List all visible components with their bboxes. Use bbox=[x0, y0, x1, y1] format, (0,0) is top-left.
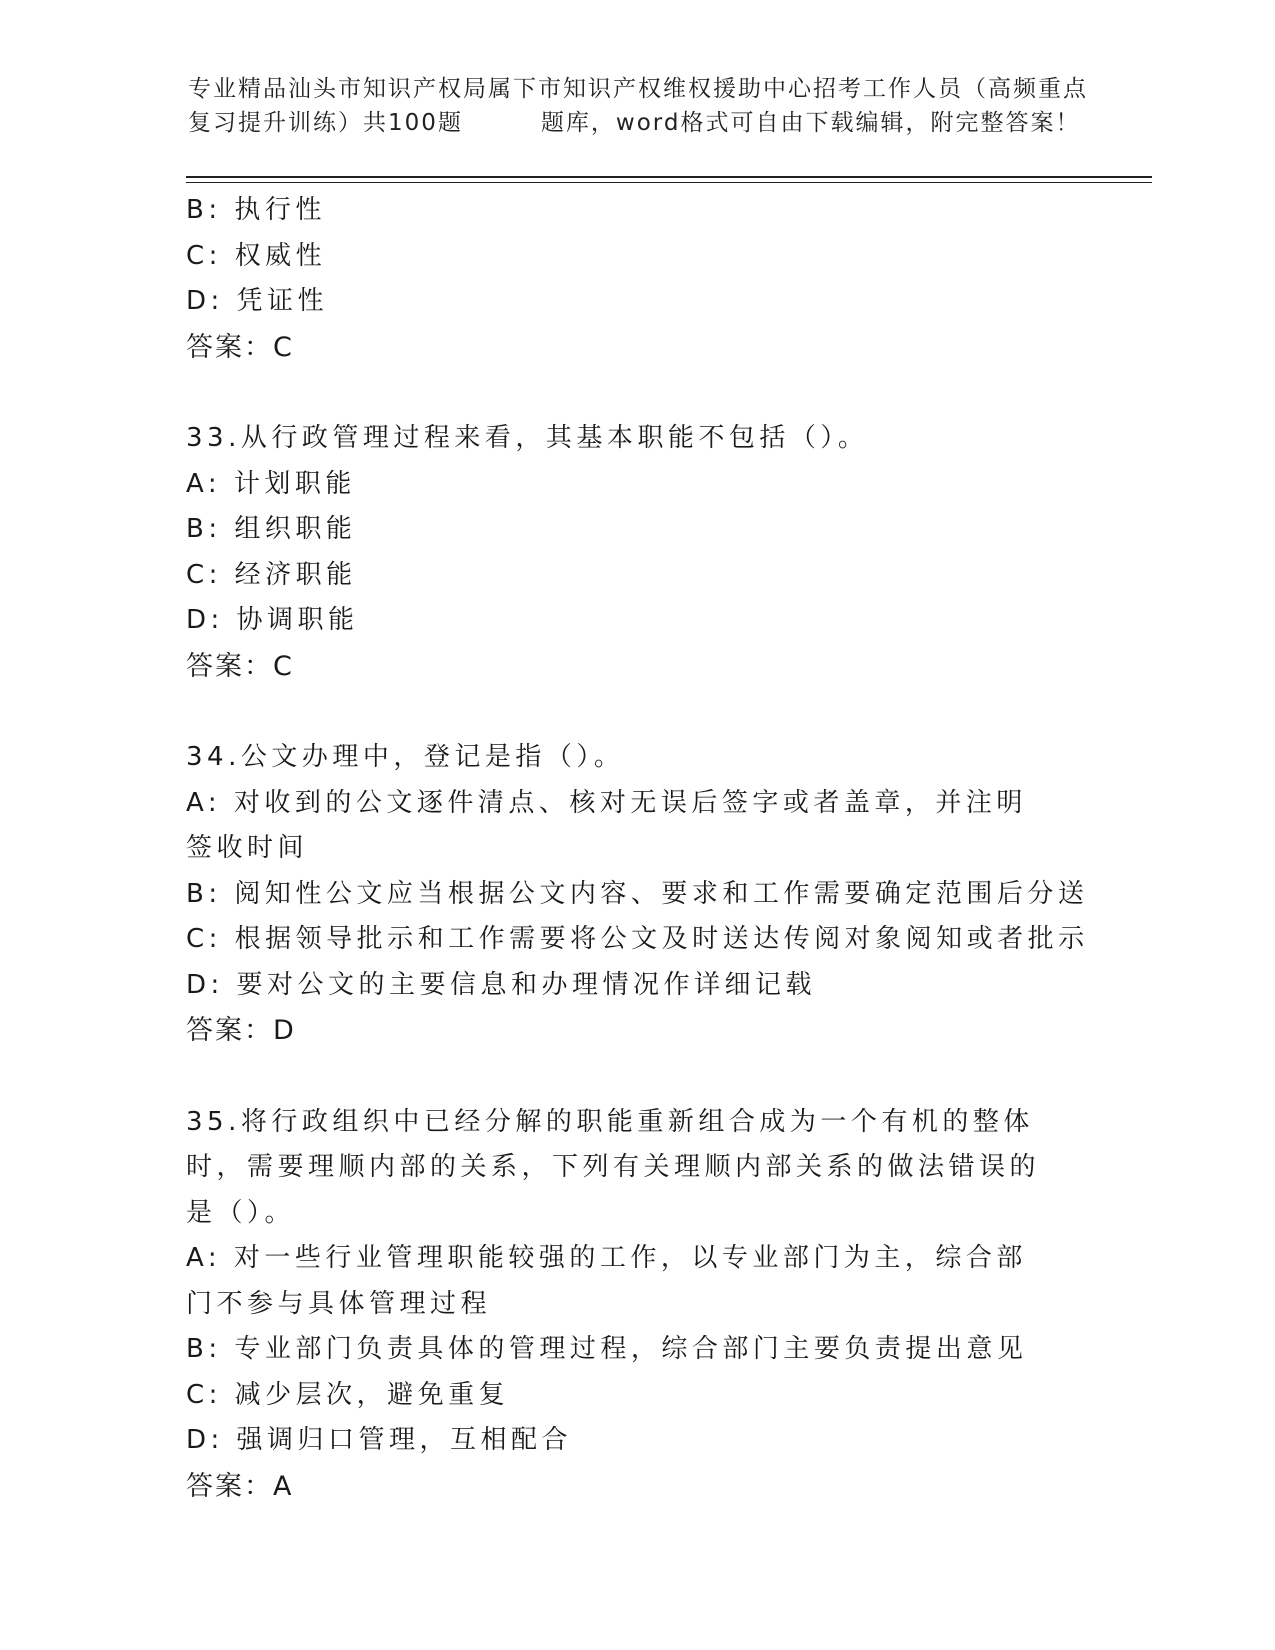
option-a: A: 计划职能 bbox=[186, 468, 356, 499]
question-stem: 33.从行政管理过程来看，其基本职能不包括（）。 bbox=[186, 423, 869, 453]
option-d: D: 协调职能 bbox=[186, 605, 359, 635]
option-c: C: 根据领导批示和工作需要将公文及时送达传阅对象阅知或者批示 bbox=[186, 924, 1089, 954]
header-divider-thin bbox=[186, 182, 1152, 183]
option-b: B: 组织职能 bbox=[186, 514, 357, 544]
answer: 答案：C bbox=[186, 331, 294, 363]
option-c: C: 经济职能 bbox=[186, 559, 357, 590]
question-spacer bbox=[186, 689, 1086, 735]
option-a: A: 对收到的公文逐件清点、核对无误后签字或者盖章，并注明签收时间 bbox=[186, 787, 1027, 863]
option-b: B: 阅知性公文应当根据公文内容、要求和工作需要确定范围后分送 bbox=[186, 878, 1089, 909]
question-spacer bbox=[186, 1054, 1086, 1100]
header-line-2 bbox=[188, 106, 1088, 140]
option-d: D: 凭证性 bbox=[186, 286, 329, 316]
question-spacer bbox=[186, 370, 1086, 416]
document-header bbox=[188, 72, 1088, 140]
header-line-2-right: 题库，word格式可自由下载编辑，附完整答案！ bbox=[540, 110, 1081, 136]
option-b: B: 专业部门负责具体的管理过程，综合部门主要负责提出意见 bbox=[186, 1334, 1028, 1364]
question-stem: 34.公文办理中，登记是指（）。 bbox=[186, 742, 625, 772]
option-a: A: 对一些行业管理职能较强的工作，以专业部门为主，综合部门不参与具体管理过程 bbox=[186, 1243, 1027, 1319]
option-c: C: 减少层次，避免重复 bbox=[186, 1379, 510, 1410]
question-33 bbox=[186, 416, 1086, 689]
header-line-1: 专业精品汕头市知识产权局属下市知识产权维权援助中心招考工作人员（高频重点 bbox=[188, 76, 1088, 102]
document-body bbox=[186, 188, 1089, 1509]
option-c: C: 权威性 bbox=[186, 240, 327, 271]
question-34 bbox=[186, 735, 1089, 1054]
header-divider-thick bbox=[186, 176, 1152, 178]
question-35 bbox=[186, 1100, 1086, 1510]
answer: 答案：D bbox=[186, 1015, 296, 1046]
header-line-2-left: 复习提升训练）共100题 bbox=[188, 110, 463, 136]
answer: 答案：A bbox=[186, 1470, 294, 1502]
question-32-tail bbox=[186, 188, 1086, 370]
answer: 答案：C bbox=[186, 650, 294, 682]
option-d: D: 强调归口管理，互相配合 bbox=[186, 1425, 573, 1455]
question-stem: 35.将行政组织中已经分解的职能重新组合成为一个有机的整体时，需要理顺内部的关系，下列有关理顺内部关系的做法错误的是（）。 bbox=[186, 1106, 1041, 1228]
option-d: D: 要对公文的主要信息和办理情况作详细记载 bbox=[186, 969, 817, 1000]
option-b: B: 执行性 bbox=[186, 195, 326, 225]
